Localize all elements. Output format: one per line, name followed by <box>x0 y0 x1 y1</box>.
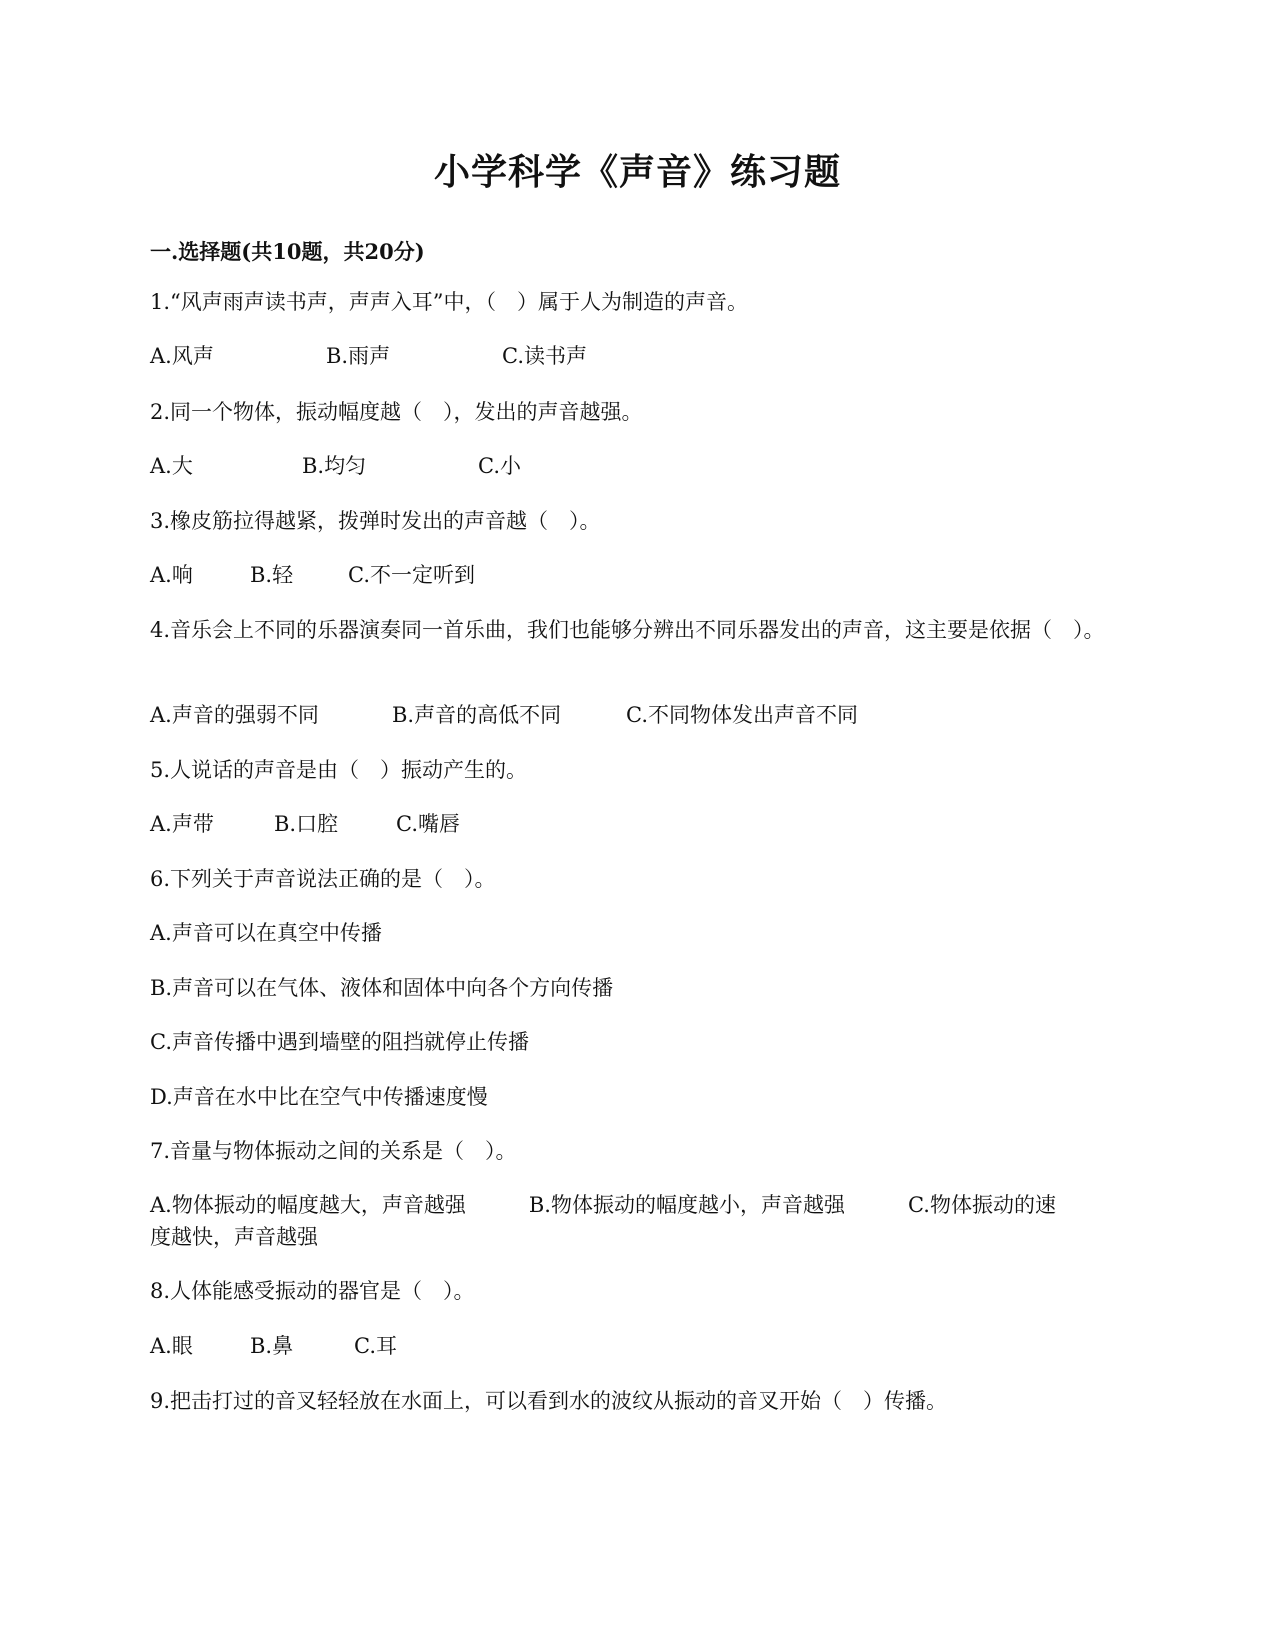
question-7-options: A.物体振动的幅度越大，声音越强 B.物体振动的幅度越小，声音越强 C.物体振动的速度越快，声音越强 <box>150 1193 1056 1249</box>
option-a: A.大 <box>150 454 193 478</box>
option-d: D.声音在水中比在空气中传播速度慢 <box>150 1085 488 1109</box>
section-heading: 一.选择题(共10题，共20分) <box>150 239 425 264</box>
question-8-text: 8.人体能感受振动的器官是（ ）。 <box>150 1279 475 1303</box>
question-4-text: 4.音乐会上不同的乐器演奏同一首乐曲，我们也能够分辨出不同乐器发出的声音，这主要是依据（ ）。 <box>150 618 1105 642</box>
option-b: B.轻 <box>250 563 294 587</box>
option-b: B.口腔 <box>274 812 339 836</box>
page-title: 小学科学《声音》练习题 <box>433 151 841 193</box>
option-b: B.声音可以在气体、液体和固体中向各个方向传播 <box>150 976 614 1000</box>
question-3-options <box>150 559 1130 591</box>
option-c: C.嘴唇 <box>396 812 460 836</box>
question-4-options <box>150 699 1130 731</box>
option-a: A.声音的强弱不同 <box>150 703 319 727</box>
question-7-text: 7.音量与物体振动之间的关系是（ ）。 <box>150 1139 517 1163</box>
option-b: B.鼻 <box>250 1334 294 1358</box>
option-c: C.读书声 <box>502 344 587 368</box>
option-a: A.眼 <box>150 1334 193 1358</box>
option-c: C.声音传播中遇到墙壁的阻挡就停止传播 <box>150 1030 529 1054</box>
question-3-text: 3.橡皮筋拉得越紧，拨弹时发出的声音越（ ）。 <box>150 509 601 533</box>
option-b: B.均匀 <box>302 454 367 478</box>
question-2-text: 2.同一个物体，振动幅度越（ ），发出的声音越强。 <box>150 400 643 424</box>
question-2-options <box>150 450 1130 482</box>
option-a: A.声音可以在真空中传播 <box>150 921 382 945</box>
option-b: B.声音的高低不同 <box>392 703 562 727</box>
option-c: C.不一定听到 <box>348 563 475 587</box>
question-8-options <box>150 1330 1130 1362</box>
question-1-options <box>150 340 1130 372</box>
question-5-text: 5.人说话的声音是由（ ）振动产生的。 <box>150 758 528 782</box>
question-5-options <box>150 808 1130 840</box>
option-c: C.小 <box>478 454 521 478</box>
option-a: A.声带 <box>150 812 214 836</box>
question-1-text: 1.“风声雨声读书声，声声入耳”中，（ ）属于人为制造的声音。 <box>150 290 749 314</box>
option-a: A.响 <box>150 563 193 587</box>
option-c: C.耳 <box>354 1334 397 1358</box>
question-9-text: 9.把击打过的音叉轻轻放在水面上，可以看到水的波纹从振动的音叉开始（ ）传播。 <box>150 1389 948 1413</box>
option-a: A.风声 <box>150 344 214 368</box>
question-6-text: 6.下列关于声音说法正确的是（ ）。 <box>150 867 496 891</box>
option-c: C.不同物体发出声音不同 <box>626 703 858 727</box>
option-b: B.雨声 <box>326 344 391 368</box>
